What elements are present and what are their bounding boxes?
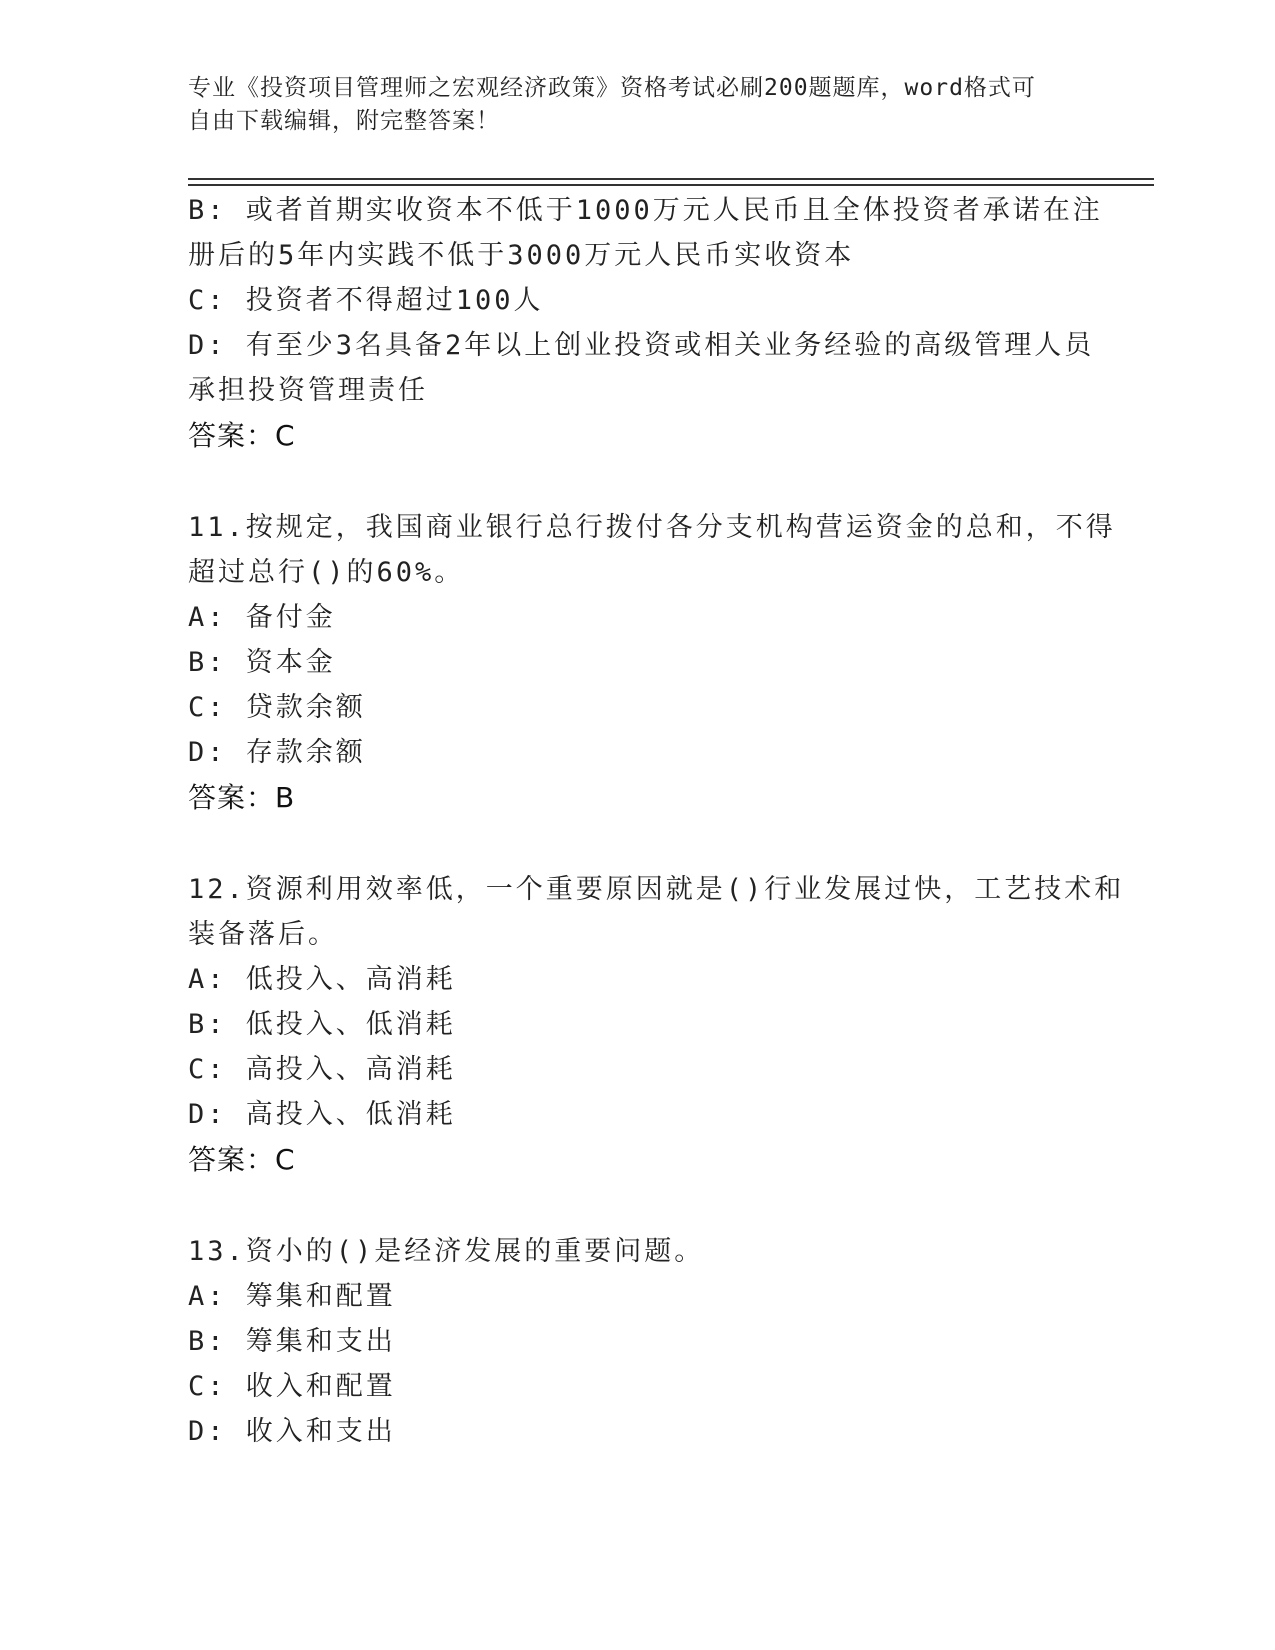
q11-stem-line-2: 超过总行()的60%。 [188,557,465,588]
q12-option-d: D: 高投入、低消耗 [188,1099,456,1130]
question-12 [188,867,1125,1182]
spacer [188,820,1088,867]
q10-answer: 答案：C [188,419,296,452]
q13-option-b: B: 筹集和支出 [188,1326,396,1357]
q11-option-c: C: 贷款余额 [188,692,366,723]
q13-stem-line-1: 13.资小的()是经济发展的重要问题。 [188,1236,705,1267]
question-13 [188,1229,1088,1454]
q12-option-a: A: 低投入、高消耗 [188,964,456,995]
spacer [188,458,1088,505]
q11-option-a: A: 备付金 [188,602,336,633]
header-divider-top [188,178,1154,180]
spacer [188,1182,1088,1229]
question-list [188,188,1125,1454]
question-11 [188,505,1116,820]
q13-option-c: C: 收入和配置 [188,1371,396,1402]
q10-option-b-line-1: B: 或者首期实收资本不低于1000万元人民币且全体投资者承诺在注 [188,195,1103,226]
q12-answer: 答案：C [188,1143,296,1176]
q12-option-b: B: 低投入、低消耗 [188,1009,456,1040]
q10-option-c: C: 投资者不得超过100人 [188,285,544,316]
q13-option-a: A: 筹集和配置 [188,1281,396,1312]
q11-option-d: D: 存款余额 [188,737,366,768]
header-line-2: 自由下载编辑，附完整答案！ [188,108,500,134]
q11-answer: 答案：B [188,781,296,814]
q12-option-c: C: 高投入、高消耗 [188,1054,456,1085]
q10-option-d-line-1: D: 有至少3名具备2年以上创业投资或相关业务经验的高级管理人员 [188,330,1095,361]
question-10-continued [188,188,1103,458]
q12-stem-line-2: 装备落后。 [188,919,338,950]
q10-option-d-line-2: 承担投资管理责任 [188,375,428,406]
document-header [188,72,1088,138]
q13-option-d: D: 收入和支出 [188,1416,396,1447]
q12-stem-line-1: 12.资源利用效率低，一个重要原因就是()行业发展过快，工艺技术和 [188,874,1125,905]
q10-option-b-line-2: 册后的5年内实践不低于3000万元人民币实收资本 [188,240,855,271]
header-line-1: 专业《投资项目管理师之宏观经济政策》资格考试必刷200题题库，word格式可 [188,75,1036,101]
q11-option-b: B: 资本金 [188,647,336,678]
header-divider-bottom [188,184,1154,186]
q11-stem-line-1: 11.按规定，我国商业银行总行拨付各分支机构营运资金的总和，不得 [188,512,1116,543]
